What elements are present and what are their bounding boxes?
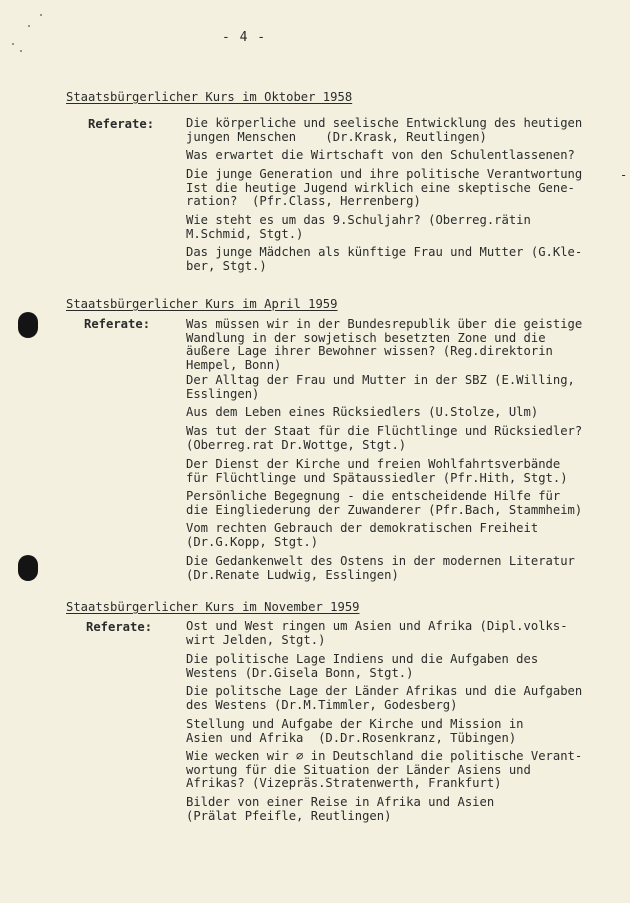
- binder-hole: [18, 312, 38, 338]
- lecture-item: Aus dem Leben eines Rücksiedlers (U.Stolze, Ulm): [186, 405, 539, 419]
- section-heading: Staatsbürgerlicher Kurs im April 1959: [66, 297, 338, 311]
- referate-label: Referate:: [86, 620, 153, 634]
- lecture-item: Der Alltag der Frau und Mutter in der SBZ (E.Willing, Esslingen): [186, 373, 575, 401]
- paper-speck: [20, 50, 22, 52]
- lecture-item: Bilder von einer Reise in Afrika und Asien (Prälat Pfeifle, Reutlingen): [186, 795, 495, 823]
- lecture-item: Vom rechten Gebrauch der demokratischen Freiheit (Dr.G.Kopp, Stgt.): [186, 521, 539, 549]
- lecture-item: Der Dienst der Kirche und freien Wohlfahrtsverbände für Flüchtlinge und Spätaussiedler (Pfr.Hith, Stgt.): [186, 457, 568, 485]
- paper-speck: [12, 43, 14, 45]
- lecture-item: Was erwartet die Wirtschaft von den Schulentlassenen?: [186, 148, 575, 162]
- referate-label: Referate:: [84, 317, 151, 331]
- lecture-item: Wie steht es um das 9.Schuljahr? (Oberreg.rätin M.Schmid, Stgt.): [186, 213, 531, 241]
- lecture-item: Das junge Mädchen als künftige Frau und Mutter (G.Kle- ber, Stgt.): [186, 245, 583, 273]
- lecture-item: Stellung und Aufgabe der Kirche und Mission in Asien und Afrika (D.Dr.Rosenkranz, Tübingen): [186, 717, 524, 745]
- lecture-item: Persönliche Begegnung - die entscheidende Hilfe für die Eingliederung der Zuwanderer (Pfr.Bach, Stammheim): [186, 489, 583, 517]
- lecture-item: Ost und West ringen um Asien und Afrika (Dipl.volks- wirt Jelden, Stgt.): [186, 619, 568, 647]
- section-heading: Staatsbürgerlicher Kurs im November 1959: [66, 600, 360, 614]
- referate-label: Referate:: [88, 117, 155, 131]
- binder-hole: [18, 555, 38, 581]
- lecture-item: Was müssen wir in der Bundesrepublik über die geistige Wandlung in der sowjetisch besetzten Zone und die äußere Lage ihrer Bewohner wissen? (Reg.direktorin Hempel, Bonn): [186, 317, 583, 372]
- lecture-item: Die körperliche und seelische Entwicklung des heutigen jungen Menschen (Dr.Krask, Reutlingen): [186, 116, 583, 144]
- paper-speck: [40, 14, 42, 16]
- lecture-item: Wie wecken wir ∅ in Deutschland die politische Verant- wortung für die Situation der Länder Asiens und Afrikas? (Vizepräs.Stratenwerth, Frankfurt): [186, 749, 583, 791]
- section-heading: Staatsbürgerlicher Kurs im Oktober 1958: [66, 90, 353, 104]
- page-number: - 4 -: [222, 30, 267, 45]
- lecture-item: Die politsche Lage der Länder Afrikas und die Aufgaben des Westens (Dr.M.Timmler, Godesberg): [186, 684, 583, 712]
- lecture-item: Die Gedankenwelt des Ostens in der modernen Literatur (Dr.Renate Ludwig, Esslingen): [186, 554, 575, 582]
- lecture-item: Die politische Lage Indiens und die Aufgaben des Westens (Dr.Gisela Bonn, Stgt.): [186, 652, 539, 680]
- lecture-item: Was tut der Staat für die Flüchtlinge und Rücksiedler? (Oberreg.rat Dr.Wottge, Stgt.): [186, 424, 583, 452]
- margin-dash: -: [620, 168, 628, 182]
- paper-speck: [28, 25, 30, 27]
- lecture-item: Die junge Generation und ihre politische Verantwortung Ist die heutige Jugend wirklich eine skeptische Gene- ration? (Pfr.Class, Herrenberg): [186, 167, 583, 209]
